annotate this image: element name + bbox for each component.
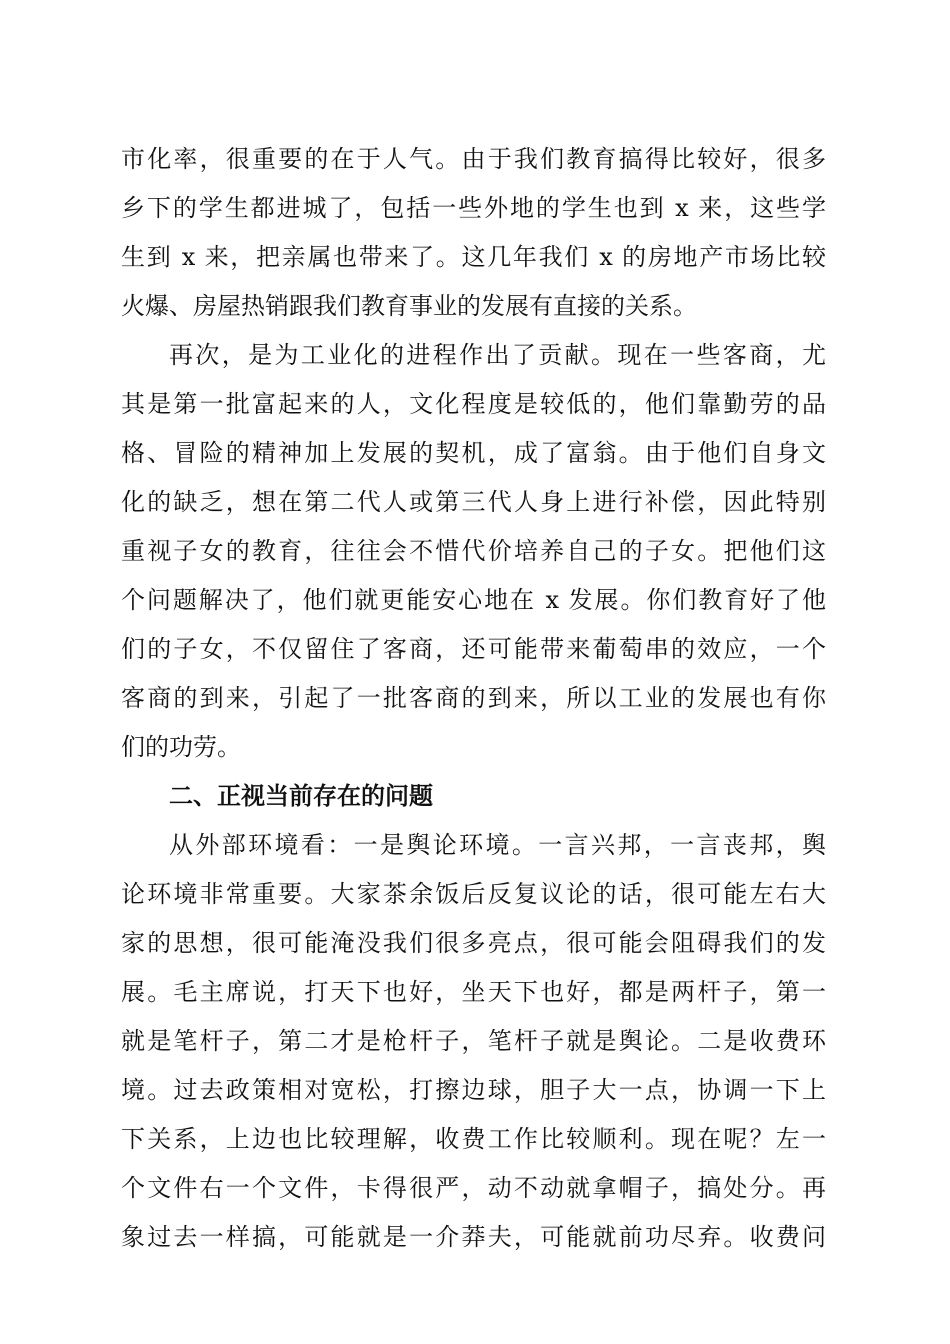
paragraph-1-line-3: 生到 x 来，把亲属也带来了。这几年我们 x 的房地产市场比较 xyxy=(121,243,826,271)
paragraph-2-line-9: 们的功劳。 xyxy=(121,733,241,761)
paragraph-3-line-4: 展。毛主席说，打天下也好，坐天下也好，都是两杆子，第一 xyxy=(121,978,826,1006)
paragraph-2-line-1: 再次，是为工业化的进程作出了贡献。现在一些客商，尤 xyxy=(169,341,826,369)
paragraph-2-line-5: 重视子女的教育，往往会不惜代价培养自己的子女。把他们这 xyxy=(121,537,826,565)
paragraph-3-line-7: 下关系，上边也比较理解，收费工作比较顺利。现在呢？左一 xyxy=(121,1125,826,1153)
paragraph-1-line-2: 乡下的学生都进城了，包括一些外地的学生也到 x 来，这些学 xyxy=(121,194,826,222)
paragraph-3-line-9: 象过去一样搞，可能就是一介莽夫，可能就前功尽弃。收费问 xyxy=(121,1223,826,1251)
paragraph-2-line-6: 个问题解决了，他们就更能安心地在 x 发展。你们教育好了他 xyxy=(121,586,826,614)
paragraph-2-line-2: 其是第一批富起来的人，文化程度是较低的，他们靠勤劳的品 xyxy=(121,390,826,418)
section-heading: 二、正视当前存在的问题 xyxy=(169,782,433,810)
paragraph-2-line-3: 格、冒险的精神加上发展的契机，成了富翁。由于他们自身文 xyxy=(121,439,826,467)
paragraph-2-line-7: 们的子女，不仅留住了客商，还可能带来葡萄串的效应，一个 xyxy=(121,635,826,663)
paragraph-2-line-8: 客商的到来，引起了一批客商的到来，所以工业的发展也有你 xyxy=(121,684,826,712)
paragraph-1-line-1: 市化率，很重要的在于人气。由于我们教育搞得比较好，很多 xyxy=(121,145,826,173)
paragraph-2-line-4: 化的缺乏，想在第二代人或第三代人身上进行补偿，因此特别 xyxy=(121,488,826,516)
paragraph-3-line-1: 从外部环境看：一是舆论环境。一言兴邦，一言丧邦，舆 xyxy=(169,831,826,859)
paragraph-3-line-6: 境。过去政策相对宽松，打擦边球，胆子大一点，协调一下上 xyxy=(121,1076,826,1104)
paragraph-3-line-5: 就是笔杆子，第二才是枪杆子，笔杆子就是舆论。二是收费环 xyxy=(121,1027,826,1055)
paragraph-3-line-8: 个文件右一个文件，卡得很严，动不动就拿帽子，搞处分。再 xyxy=(121,1174,826,1202)
paragraph-3-line-3: 家的思想，很可能淹没我们很多亮点，很可能会阻碍我们的发 xyxy=(121,929,826,957)
paragraph-3-line-2: 论环境非常重要。大家茶余饭后反复议论的话，很可能左右大 xyxy=(121,880,826,908)
paragraph-1-line-4: 火爆、房屋热销跟我们教育事业的发展有直接的关系。 xyxy=(121,292,697,320)
